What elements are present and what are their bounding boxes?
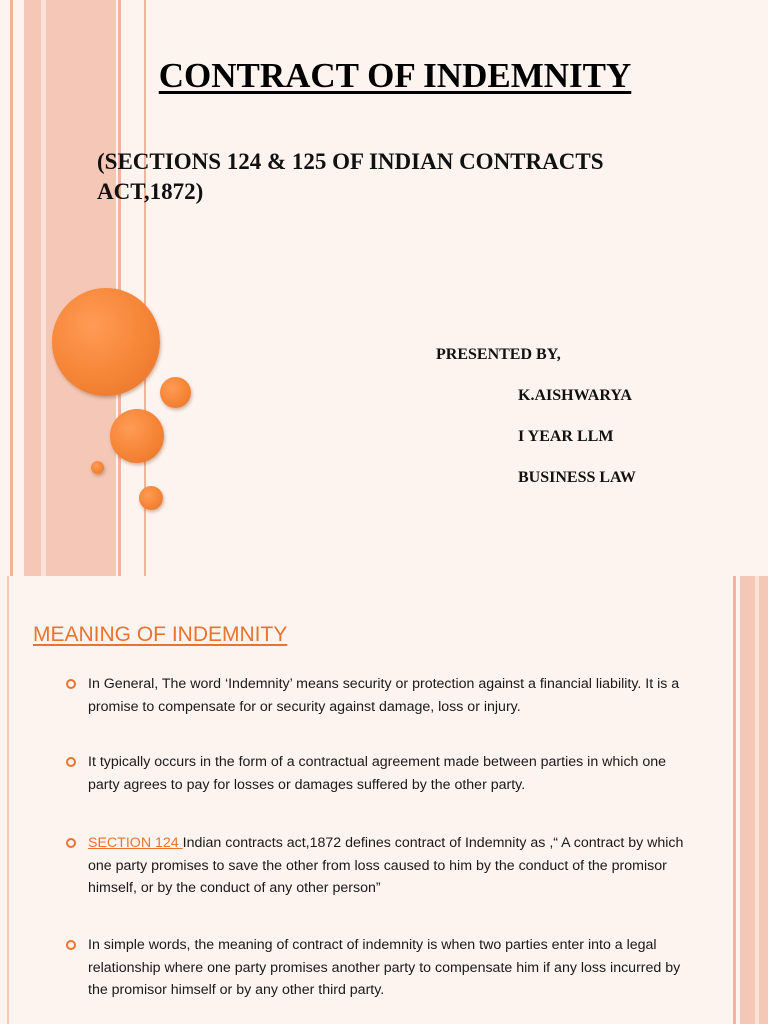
slide-subtitle: (SECTIONS 124 & 125 OF INDIAN CONTRACTS ACT,1872) [97, 149, 604, 204]
stripe-line [41, 0, 46, 576]
stripe-line [10, 0, 13, 576]
decorative-circle-tiny [91, 461, 104, 474]
decorative-circle-small [139, 486, 163, 510]
circle-bullet-icon [66, 757, 76, 767]
circle-bullet-icon [66, 940, 76, 950]
presenter-name: K.AISHWARYA [518, 387, 632, 404]
stripe-line [755, 576, 759, 1024]
stripe-line [733, 576, 736, 1024]
list-item [66, 673, 686, 718]
bullet-text: It typically occurs in the form of a contractual agreement made between parties in which one party agrees to pay for losses or damages suffered by the other party. [88, 754, 667, 793]
list-item [66, 934, 686, 1002]
bullet-text: In simple words, the meaning of contract of indemnity is when two parties enter into a legal relationship where one party promises another party to compensate him if any loss incurred by the promisor himself or by any other third party. [88, 937, 681, 998]
decorative-circle-large [52, 288, 160, 396]
section-reference-link[interactable]: SECTION 124 [88, 835, 183, 851]
presenter-year: I YEAR LLM [518, 428, 614, 445]
stripe-line [7, 576, 9, 1024]
decorative-circle-small [160, 377, 191, 408]
stripe-band [740, 576, 768, 1024]
slide-title: CONTRACT OF INDEMNITY [158, 56, 632, 95]
presented-by-label: PRESENTED BY, [436, 346, 561, 363]
bullet-text-container [88, 832, 686, 900]
stripe-line [118, 0, 121, 576]
decorative-stripes [0, 0, 150, 576]
list-item [66, 751, 686, 796]
circle-bullet-icon [66, 838, 76, 848]
bullet-text: In General, The word ‘Indemnity’ means security or protection against a financial liability. It is a promise to compensate for or security against damage, loss or injury. [88, 676, 680, 715]
bullet-text: Indian contracts act,1872 defines contract of Indemnity as ,“ A contract by which one party promises to save the other from loss caused to him by the conduct of the promisor himself, or by the conduct of any other person” [88, 835, 684, 896]
circle-bullet-icon [66, 679, 76, 689]
content-slide [0, 576, 768, 1024]
section-heading: MEANING OF INDEMNITY [33, 623, 288, 646]
list-item [66, 832, 686, 900]
presenter-department: BUSINESS LAW [518, 469, 636, 486]
decorative-circle-medium [110, 409, 164, 463]
